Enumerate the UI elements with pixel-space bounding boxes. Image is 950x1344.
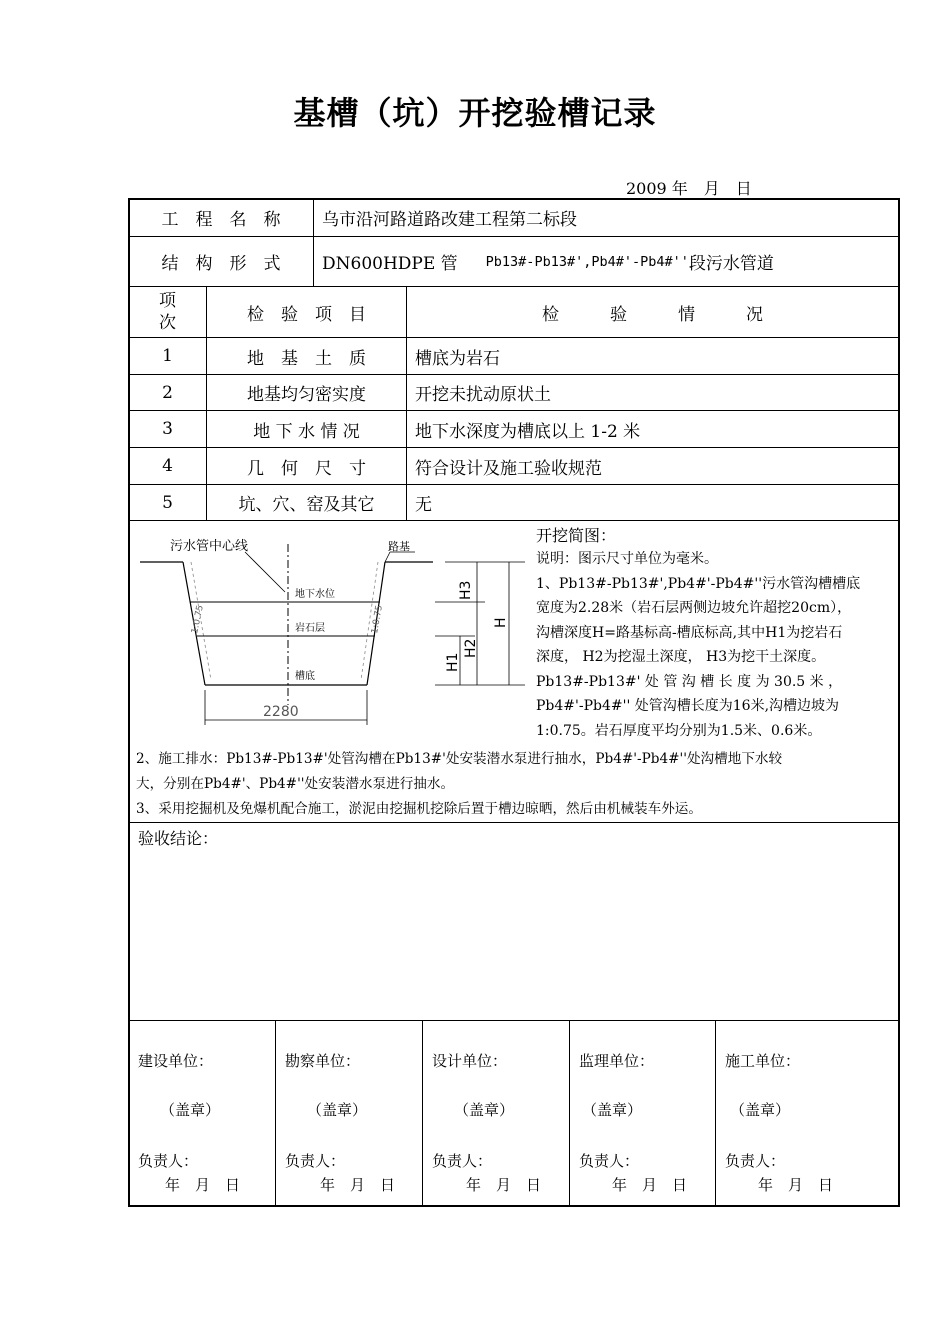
seal-label: （盖章） bbox=[582, 1101, 643, 1119]
structure-value bbox=[322, 237, 892, 286]
sketch-note-line: 宽度为2.28米（岩石层两侧边坡允许超挖20cm）， bbox=[536, 600, 852, 616]
rock-layer-label: 岩石层 bbox=[295, 623, 325, 634]
column-divider bbox=[275, 1020, 276, 1206]
seal-label: （盖章） bbox=[730, 1101, 791, 1119]
roadbed-label: 路基 bbox=[388, 540, 410, 553]
person-label: 负责人： bbox=[138, 1152, 199, 1170]
sign-unit-label: 监理单位： bbox=[579, 1052, 655, 1070]
water-level-label: 地下水位 bbox=[295, 589, 335, 600]
dim-h2: H2 bbox=[463, 638, 479, 658]
row-divider bbox=[128, 520, 900, 521]
sign-date: 年 月 日 bbox=[466, 1176, 542, 1194]
person-label: 负责人： bbox=[285, 1152, 346, 1170]
sign-date: 年 月 日 bbox=[612, 1176, 688, 1194]
dim-h: H bbox=[493, 617, 509, 628]
sign-date: 年 月 日 bbox=[758, 1176, 834, 1194]
seal-label: （盖章） bbox=[160, 1101, 221, 1119]
column-divider bbox=[715, 1020, 716, 1206]
acceptance-conclusion-label: 验收结论： bbox=[138, 829, 219, 848]
project-name-label: 工 程 名 称 bbox=[161, 210, 281, 230]
sketch-note-line: Pb13#-Pb13#' 处 管 沟 槽 长 度 为 30.5 米 ， bbox=[536, 673, 843, 690]
item-no: 2 bbox=[162, 382, 173, 403]
sign-date: 年 月 日 bbox=[320, 1176, 396, 1194]
sketch-note-line: 1:0.75。岩石厚度平均分别为1.5米、0.6米。 bbox=[536, 722, 822, 739]
column-divider bbox=[569, 1020, 570, 1206]
drainage-note-line1: 2、施工排水：Pb13#-Pb13#'处管沟槽在Pb13#'处安装潜水泵进行抽水，Pb4#'-Pb4#''处沟槽地下水较 bbox=[136, 751, 783, 767]
drainage-note-line2: 大，分别在Pb4#'、Pb4#''处安装潜水泵进行抽水。 bbox=[136, 776, 455, 792]
record-date: 2009 年 月 日 bbox=[626, 179, 752, 198]
item-name: 几 何 尺 寸 bbox=[247, 458, 366, 479]
item-no: 3 bbox=[162, 419, 173, 439]
sign-unit-label: 设计单位： bbox=[432, 1052, 508, 1070]
centerline-label: 污水管中心线 bbox=[170, 539, 249, 554]
structure-label: 结 构 形 式 bbox=[161, 254, 281, 274]
row-divider bbox=[128, 822, 900, 823]
structure-pipe: DN600HDPE 管 bbox=[322, 254, 458, 274]
person-label: 负责人： bbox=[579, 1152, 640, 1170]
person-label: 负责人： bbox=[725, 1152, 786, 1170]
item-name: 地 下 水 情 况 bbox=[253, 421, 360, 442]
slope-right-label: 1:0.75 bbox=[370, 604, 385, 635]
item-result: 无 bbox=[415, 495, 432, 515]
sketch-notes bbox=[536, 547, 892, 743]
sketch-heading: 开挖简图： bbox=[536, 526, 617, 545]
item-result: 开挖未扰动原状土 bbox=[415, 385, 551, 405]
item-no: 5 bbox=[162, 492, 173, 513]
row-divider bbox=[128, 1020, 900, 1021]
sketch-note-line: 说明：图示尺寸单位为毫米。 bbox=[536, 551, 718, 567]
slope-left-label: 1:0.75 bbox=[190, 604, 206, 635]
person-label: 负责人： bbox=[432, 1152, 493, 1170]
sign-unit-label: 施工单位： bbox=[725, 1052, 801, 1070]
item-name: 地基均匀密实度 bbox=[247, 385, 366, 405]
header-inspection-item: 检 验 项 目 bbox=[247, 304, 366, 325]
header-inspection-result: 检 验 情 况 bbox=[542, 304, 763, 325]
document-title: 基槽（坑）开挖验槽记录 bbox=[293, 94, 657, 132]
trench-bottom-label: 槽底 bbox=[295, 671, 315, 682]
construction-note: 3、采用挖掘机及免爆机配合施工，淤泥由挖掘机挖除后置于槽边晾晒，然后由机械装车外运。 bbox=[136, 801, 702, 817]
dim-h3: H3 bbox=[458, 580, 474, 600]
column-divider bbox=[422, 1020, 423, 1206]
table-bottom-border bbox=[128, 1205, 900, 1207]
seal-label: （盖章） bbox=[454, 1101, 515, 1119]
seal-label: （盖章） bbox=[307, 1101, 368, 1119]
item-result: 符合设计及施工验收规范 bbox=[415, 458, 602, 479]
structure-tail: 段污水管道 bbox=[688, 254, 774, 274]
sign-unit-label: 建设单位： bbox=[138, 1052, 214, 1070]
trench-sketch bbox=[135, 530, 525, 730]
item-no: 4 bbox=[162, 456, 173, 476]
sketch-note-line: 深度， H2为挖湿土深度， H3为挖干土深度。 bbox=[536, 649, 826, 665]
item-no: 1 bbox=[162, 346, 173, 366]
item-name: 地 基 土 质 bbox=[247, 348, 366, 369]
sketch-note-line: 1、Pb13#-Pb13#',Pb4#'-Pb4#''污水管沟槽槽底 bbox=[536, 575, 861, 592]
column-divider bbox=[313, 198, 314, 287]
table-right-border bbox=[898, 198, 900, 1206]
item-name: 坑、穴、窑及其它 bbox=[238, 495, 375, 515]
sketch-note-line: 沟槽深度H=路基标高-槽底标高,其中H1为挖岩石 bbox=[536, 624, 843, 641]
sign-date: 年 月 日 bbox=[165, 1176, 241, 1194]
item-result: 槽底为岩石 bbox=[415, 348, 500, 369]
sketch-note-line: Pb4#'-Pb4#'' 处管沟槽长度为16米,沟槽边坡为 bbox=[536, 698, 840, 714]
header-item-no: 项 次 bbox=[159, 291, 176, 333]
dim-h1: H1 bbox=[445, 652, 461, 672]
structure-code: Pb13#-Pb13#',Pb4#'-Pb4#'' bbox=[485, 253, 689, 270]
project-name-value: 乌市沿河路道路改建工程第二标段 bbox=[322, 210, 577, 230]
width-dimension: 2280 bbox=[263, 704, 299, 720]
item-result: 地下水深度为槽底以上 1-2 米 bbox=[415, 421, 641, 442]
sign-unit-label: 勘察单位： bbox=[285, 1052, 361, 1070]
